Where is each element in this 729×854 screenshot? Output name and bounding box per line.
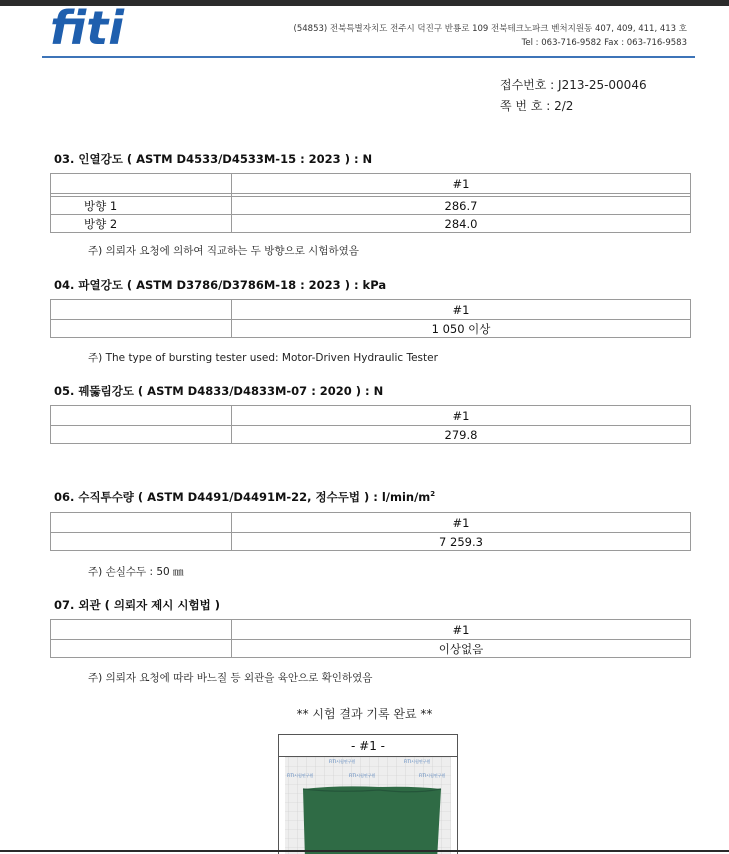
table-header-row — [51, 620, 691, 640]
header-blank-cell — [51, 620, 232, 640]
row-value: 7 259.3 — [232, 533, 691, 551]
grid-label: FITI시험연구원 — [404, 759, 431, 764]
row-label: 방향 2 — [51, 215, 232, 233]
row-label: 방향 1 — [51, 197, 232, 215]
bottom-bar — [0, 850, 729, 852]
row-label — [51, 640, 232, 658]
header-divider — [42, 56, 695, 58]
section-06-table — [50, 512, 691, 551]
table-row — [51, 426, 691, 444]
header-blank-cell — [51, 300, 232, 320]
table-header-row — [51, 300, 691, 320]
row-value: 286.7 — [232, 197, 691, 215]
header-blank-cell — [51, 406, 232, 426]
column-header: #1 — [232, 513, 691, 533]
column-header: #1 — [232, 174, 691, 194]
section-06-title-superscript: 2 — [430, 490, 436, 499]
section-04-note: 주) The type of bursting tester used: Motor-Driven Hydraulic Tester — [88, 352, 438, 364]
grid-label: FITI시험연구원 — [287, 773, 314, 778]
table-header-row — [51, 513, 691, 533]
row-label — [51, 533, 232, 551]
row-value: 279.8 — [232, 426, 691, 444]
header-blank-cell — [51, 513, 232, 533]
row-value: 이상없음 — [232, 640, 691, 658]
fabric-sample — [303, 786, 441, 854]
section-05-table — [50, 405, 691, 444]
header-address: (54853) 전북특별자치도 전주시 덕진구 반룡로 109 전북테크노파크 벤처지원동 407, 409, 411, 413 호 — [293, 24, 687, 34]
row-value: 1 050 이상 — [232, 320, 691, 338]
table-row — [51, 215, 691, 233]
table-row — [51, 533, 691, 551]
svg-text:fiti: fiti — [50, 4, 124, 48]
row-label — [51, 320, 232, 338]
grid-label: FITI시험연구원 — [329, 759, 356, 764]
section-06-title-text: 06. 수직투수량 ( ASTM D4491/D4491M-22, 정수두법 ) : l/min/m — [54, 490, 431, 504]
section-03-title: 03. 인열강도 ( ASTM D4533/D4533M-15 : 2023 ) : N — [54, 152, 373, 166]
column-header: #1 — [232, 620, 691, 640]
section-03-table — [50, 173, 691, 233]
header-blank-cell — [51, 174, 232, 194]
end-of-results: ** 시험 결과 기록 완료 ** — [296, 707, 433, 721]
table-header-row — [51, 174, 691, 194]
section-06-title — [54, 489, 435, 505]
row-value: 284.0 — [232, 215, 691, 233]
header-tel-fax: Tel : 063-716-9582 Fax : 063-716-9583 — [521, 38, 687, 48]
row-label — [51, 426, 232, 444]
section-07-note: 주) 의뢰자 요청에 따라 바느질 등 외관을 육안으로 확인하였음 — [88, 672, 373, 684]
sample-photo-caption: - #1 - — [279, 735, 457, 757]
section-03-note: 주) 의뢰자 요청에 의하여 직교하는 두 방향으로 시험하였음 — [88, 245, 359, 257]
receipt-number: 접수번호 : J213-25-00046 — [500, 78, 647, 92]
section-04-title: 04. 파열강도 ( ASTM D3786/D3786M-18 : 2023 ) : kPa — [54, 278, 387, 292]
section-07-title: 07. 외관 ( 의뢰자 제시 시험법 ) — [54, 598, 220, 612]
table-row — [51, 640, 691, 658]
section-05-title: 05. 꿰뚫림강도 ( ASTM D4833/D4833M-07 : 2020 ) : N — [54, 384, 384, 398]
page-number: 쪽 번 호 : 2/2 — [500, 99, 574, 113]
sample-photo-frame — [278, 734, 458, 854]
section-04-table — [50, 299, 691, 338]
section-07-table — [50, 619, 691, 658]
grid-label: FITI시험연구원 — [419, 773, 446, 778]
grid-label: FITI시험연구원 — [349, 773, 376, 778]
column-header: #1 — [232, 300, 691, 320]
table-row — [51, 320, 691, 338]
table-row — [51, 197, 691, 215]
sample-photo — [279, 757, 457, 854]
table-header-row — [51, 406, 691, 426]
fiti-logo — [50, 4, 165, 48]
column-header: #1 — [232, 406, 691, 426]
section-06-note: 주) 손실수두 : 50 ㎜ — [88, 566, 184, 578]
